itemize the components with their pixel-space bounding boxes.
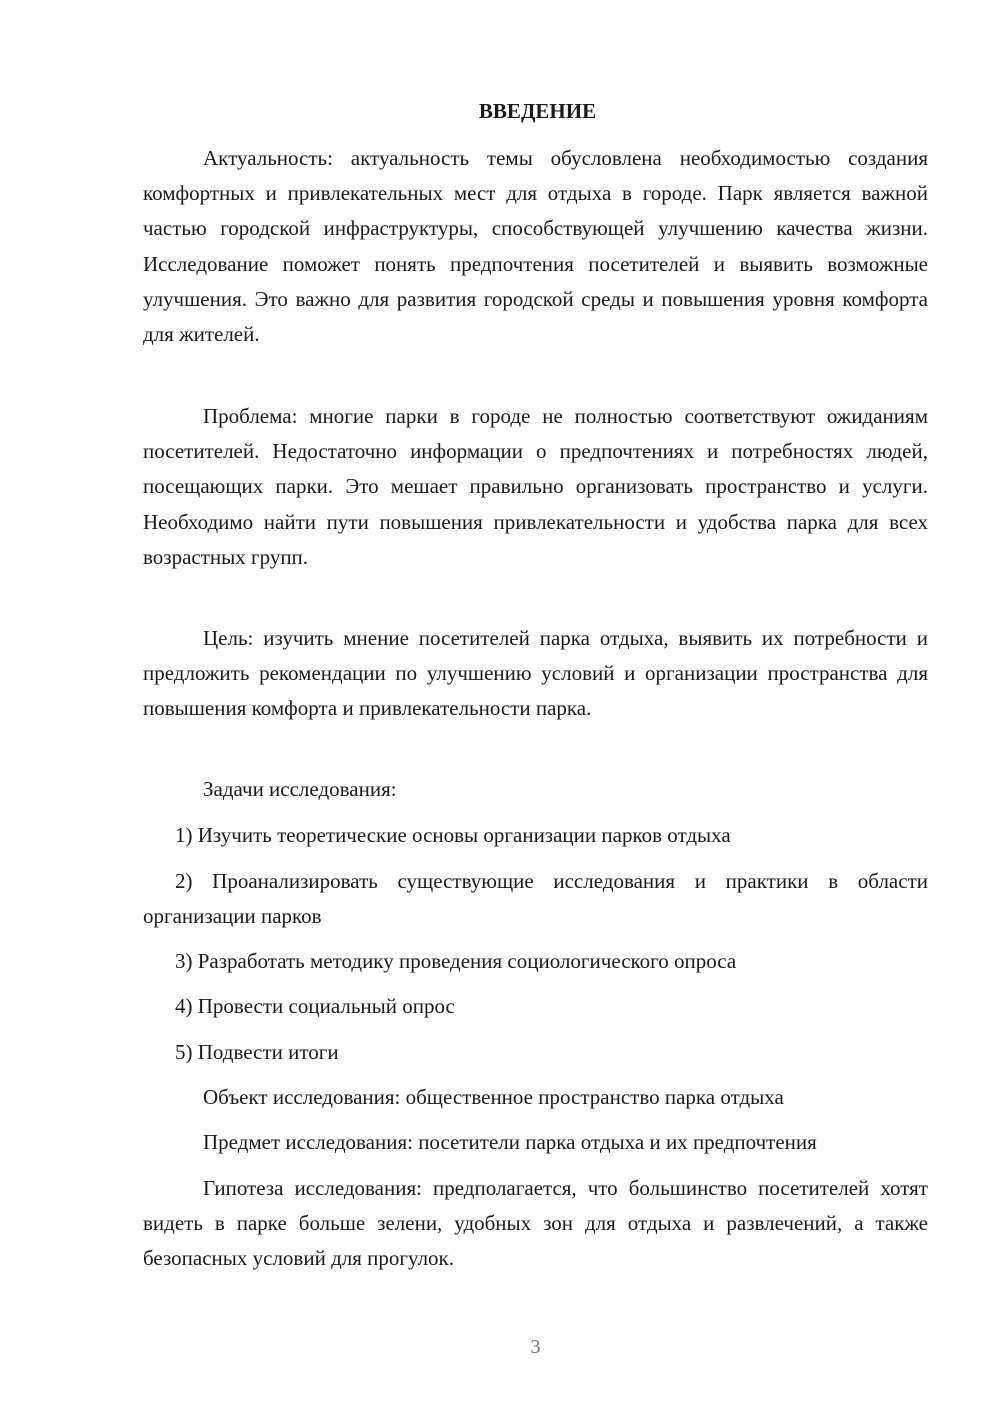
task-item-4: 4) Провести социальный опрос (175, 994, 455, 1018)
paragraph-relevance: Актуальность: актуальность темы обусловлена необходимостью создания комфортных и привлекательных мест для отдыха в городе. Парк является важной частью городской инфраструктуры, способствующей улучшению качества жизни. Исследование поможет понять предпочтения посетителей и выявить возможные улучшения. Это важно для развития городской среды и повышения уровня комфорта для жителей. (143, 146, 928, 347)
task-item-1: 1) Изучить теоретические основы организации парков отдыха (175, 823, 731, 847)
tasks-heading: Задачи исследования: (203, 777, 397, 801)
paragraph-subject: Предмет исследования: посетители парка отдыха и их предпочтения (203, 1130, 817, 1154)
paragraph-object: Объект исследования: общественное пространство парка отдыха (203, 1085, 784, 1109)
task-item-3: 3) Разработать методику проведения социологического опроса (175, 949, 737, 973)
page-number: 3 (530, 1336, 541, 1358)
paragraph-goal: Цель: изучить мнение посетителей парка отдыха, выявить их потребности и предложить рекомендации по улучшению условий и организации пространства для повышения комфорта и привлекательности парка. (143, 626, 928, 721)
task-item-2: 2) Проанализировать существующие исследования и практики в области организации парков (143, 869, 928, 929)
paragraph-problem: Проблема: многие парки в городе не полностью соответствуют ожиданиям посетителей. Недостаточно информации о предпочтениях и потребностях людей, посещающих парки. Это мешает правильно организовать пространство и услуги. Необходимо найти пути повышения привлекательности и удобства парка для всех возрастных групп. (143, 404, 928, 569)
paragraph-hypothesis: Гипотеза исследования: предполагается, что большинство посетителей хотят видеть в парке больше зелени, удобных зон для отдыха и развлечений, а также безопасных условий для прогулок. (143, 1176, 928, 1271)
page-title: ВВЕДЕНИЕ (478, 99, 597, 123)
document-page (143, 0, 928, 1414)
task-item-5: 5) Подвести итоги (175, 1040, 339, 1064)
